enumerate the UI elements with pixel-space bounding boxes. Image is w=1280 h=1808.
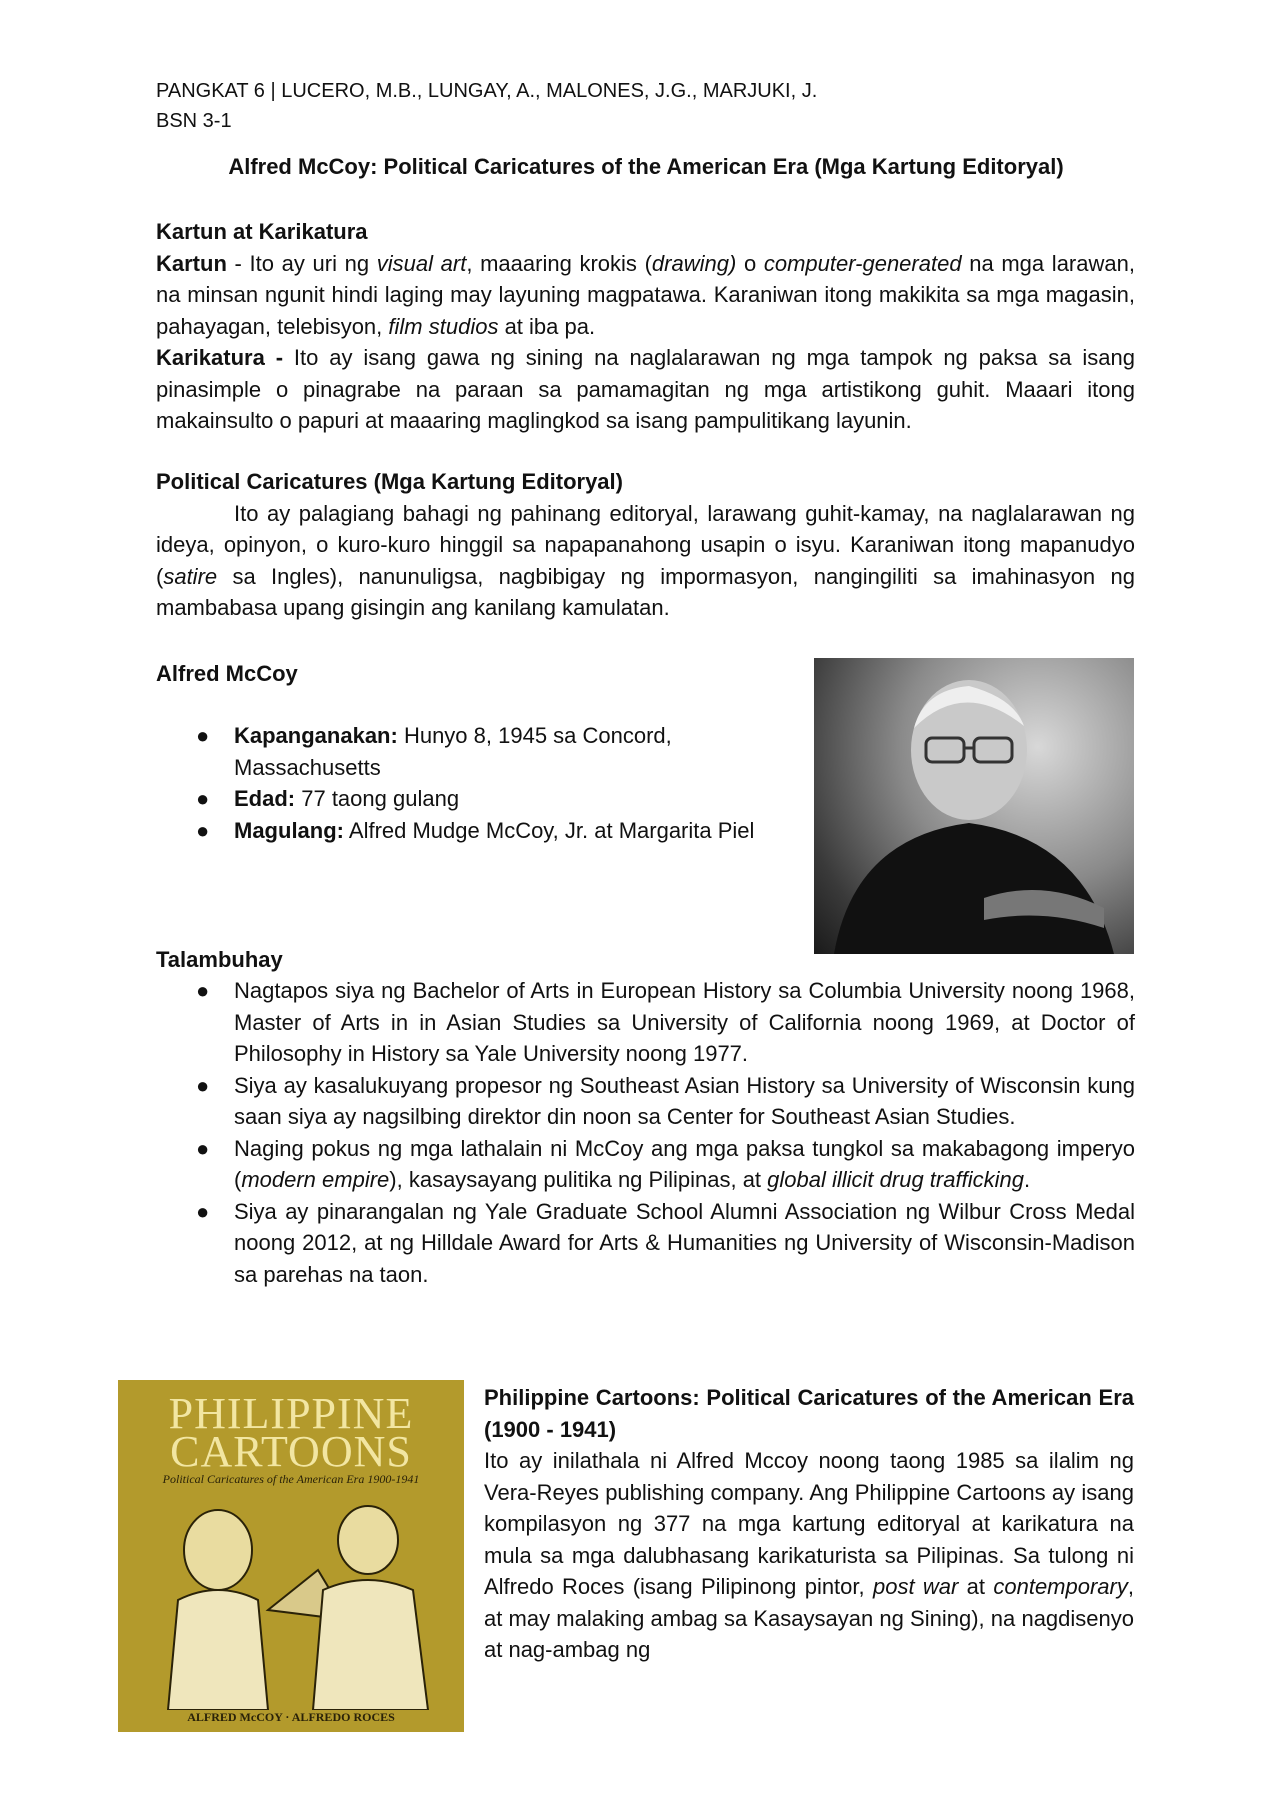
mccoy-info-list xyxy=(156,720,806,846)
text-span: at xyxy=(958,1574,994,1599)
text-span: Ito ay palagiang bahagi ng pahinang editoryal, larawang guhit-kamay, na naglalarawan ng ideya, opinyon, o kuro-kuro hinggil sa napapanahong usapin o isyu. Karaniwan itong mapanudyo ( xyxy=(156,500,1135,589)
item-text: Siya ay kasalukuyang propesor ng Southeast Asian History sa University of Wisconsin kung saan siya ay nagsilbing direktor din noon sa Center for Southeast Asian Studies. xyxy=(234,1072,1135,1129)
text-span: - Ito ay uri ng xyxy=(226,250,377,276)
book-heading: Philippine Cartoons: Political Caricatures of the American Era (1900 - 1941) xyxy=(484,1385,1134,1442)
item-text: 77 taong gulang xyxy=(295,786,460,811)
section-political-caricatures xyxy=(156,466,1135,624)
book-paragraph xyxy=(484,1445,1134,1666)
bullet-icon: ● xyxy=(196,978,210,1003)
italic-span: satire xyxy=(163,563,218,589)
bullet-icon: ● xyxy=(196,723,210,748)
list-item xyxy=(156,1133,1135,1196)
text-span: na mga larawan, na minsan ngunit hindi laging may layuning magpatawa. Karaniwan itong makikita sa mga magasin, pahayagan, telebisyon, xyxy=(156,250,1135,339)
term-label: Karikatura - xyxy=(156,345,284,370)
text-span: Ito ay isang gawa ng sining na naglalarawan ng mga tampok ng paksa sa isang pinasimple o pinagrabe na paraan sa pamamagitan ng mga artistikong guhit. Maaari itong makainsulto o papuri at maaaring maglingkod sa isang pampulitikang layunin. xyxy=(156,345,1135,433)
talambuhay-list xyxy=(156,975,1135,1290)
cover-authors: ALFRED McCOY · ALFREDO ROCES xyxy=(187,1710,395,1724)
bullet-icon: ● xyxy=(196,1135,210,1161)
item-text: Nagtapos siya ng Bachelor of Arts in European History sa Columbia University noong 1968, Master of Arts in in Asian Studies sa University of California noong 1969, at Doctor of Philosophy in History sa Yale University noong 1977. xyxy=(234,978,1135,1066)
list-item xyxy=(156,1070,1135,1133)
italic-span: film studios xyxy=(388,313,499,339)
cover-illustration xyxy=(118,1490,464,1710)
item-text: Hunyo 8, 1945 sa Concord, Massachusetts xyxy=(234,723,672,780)
italic-span: contemporary xyxy=(993,1574,1128,1599)
list-item xyxy=(156,720,806,783)
bullet-icon: ● xyxy=(196,1198,210,1224)
document-header xyxy=(156,76,1136,136)
text-span: at iba pa. xyxy=(498,313,596,339)
mccoy-portrait-photo xyxy=(814,658,1134,954)
text-span: , maaaring krokis ( xyxy=(466,250,652,276)
list-item xyxy=(156,1196,1135,1291)
text-span: o xyxy=(736,250,764,276)
item-label: Magulang: xyxy=(234,817,344,843)
section-kartun-karikatura xyxy=(156,216,1135,437)
kartun-definition xyxy=(156,248,1135,343)
talambuhay-heading: Talambuhay xyxy=(156,947,283,972)
text-span: ), kasaysayang pulitika ng Pilipinas, at xyxy=(389,1167,768,1192)
section-heading: Kartun at Karikatura xyxy=(156,219,368,244)
italic-span: visual art xyxy=(376,250,467,276)
list-item xyxy=(156,815,806,847)
italic-span: modern empire xyxy=(241,1167,390,1192)
text-span: . xyxy=(1023,1167,1031,1192)
list-item xyxy=(156,783,806,815)
italic-span: computer-generated xyxy=(763,250,962,276)
group-members-line: PANGKAT 6 | LUCERO, M.B., LUNGAY, A., MALONES, J.G., MARJUKI, J. xyxy=(156,80,818,102)
item-text: Siya ay pinarangalan ng Yale Graduate School Alumni Association ng Wilbur Cross Medal noong 2012, at ng Hilldale Award for Arts & Humanities ng University of Wisconsin-Madison sa parehas na taon. xyxy=(234,1198,1135,1287)
text-span: Naging pokus ng mga lathalain ni McCoy ang mga paksa tungkol sa makabagong imperyo ( xyxy=(234,1135,1135,1192)
text-span: , at may malaking ambag sa Kasaysayan ng Sining), na nagdisenyo at nag-ambag ng xyxy=(484,1574,1134,1662)
item-label: Kapanganakan: xyxy=(234,723,398,748)
list-item xyxy=(156,975,1135,1070)
mccoy-heading: Alfred McCoy xyxy=(156,661,298,686)
document-title: Alfred McCoy: Political Caricatures of the American Era (Mga Kartung Editoryal) xyxy=(228,154,1064,179)
item-text: Alfred Mudge McCoy, Jr. at Margarita Piel xyxy=(344,817,755,843)
section-heading: Political Caricatures (Mga Kartung Editoryal) xyxy=(156,469,623,494)
section-code-line: BSN 3-1 xyxy=(156,110,232,132)
italic-span: drawing) xyxy=(651,250,737,276)
cover-title-line2: CARTOONS xyxy=(170,1427,412,1476)
book-cover-image xyxy=(118,1380,464,1732)
italic-span: post war xyxy=(872,1574,959,1599)
political-caricatures-paragraph xyxy=(156,498,1135,624)
term-label: Kartun xyxy=(156,250,227,276)
item-label: Edad: xyxy=(234,786,296,811)
cover-subtitle: Political Caricatures of the American Era 1900-1941 xyxy=(162,1472,420,1486)
karikatura-definition xyxy=(156,342,1135,437)
text-span: Ito ay inilathala ni Alfred Mccoy noong taong 1985 sa ilalim ng Vera-Reyes publishing company. Ang Philippine Cartoons ay isang kompilasyon ng 377 na mga kartung editoryal at karikatura na mula sa mga dalubhasang karikaturista sa Pilipinas. Sa tulong ni Alfredo Roces (isang Pilipinong pintor, xyxy=(484,1448,1134,1599)
cover-title-line1: PHILIPPINE xyxy=(168,1389,414,1438)
bullet-icon: ● xyxy=(196,817,210,843)
bullet-icon: ● xyxy=(196,786,210,811)
bullet-icon: ● xyxy=(196,1072,210,1098)
italic-span: global illicit drug trafficking xyxy=(767,1167,1024,1192)
book-description xyxy=(484,1382,1134,1666)
text-span: sa Ingles), nanunuligsa, nagbibigay ng impormasyon, nangingiliti sa imahinasyon ng mambabasa upang gisingin ang kanilang kamulatan. xyxy=(156,563,1135,620)
